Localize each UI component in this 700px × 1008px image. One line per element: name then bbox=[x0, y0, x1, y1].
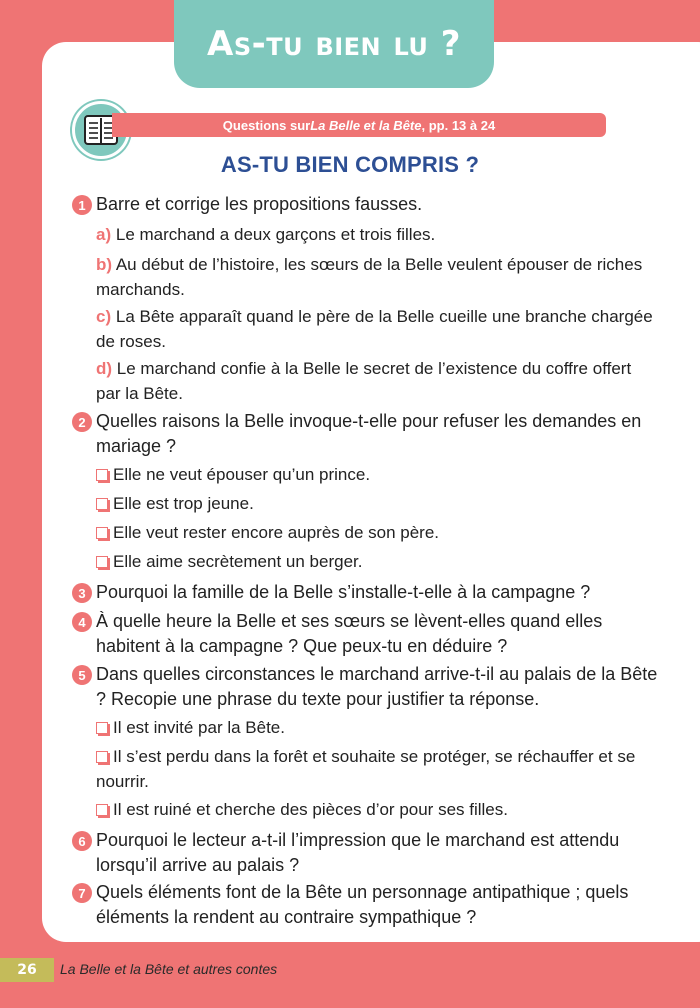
question-text: Dans quelles circonstances le marchand arrive-t-il au palais de la Bête ? Recopie une phrase du texte pour justifier ta réponse. bbox=[96, 664, 658, 709]
banner-prefix: Questions sur bbox=[222, 117, 311, 133]
question-number: 4 bbox=[72, 612, 92, 632]
statement-letter: a) bbox=[96, 225, 112, 244]
statement-text: Le marchand confie à la Belle le secret de l’existence du coffre offert par la Bête. bbox=[96, 359, 632, 403]
statement-letter: b) bbox=[96, 255, 113, 274]
page-title: As-tu bien lu ? bbox=[174, 0, 494, 88]
statement-b bbox=[96, 252, 656, 302]
statement-a bbox=[96, 222, 656, 247]
option-checkbox[interactable] bbox=[96, 797, 656, 822]
checkbox-icon[interactable] bbox=[96, 751, 108, 763]
checkbox-icon[interactable] bbox=[96, 527, 108, 539]
option-text: Il est invité par la Bête. bbox=[113, 718, 285, 737]
question-text: Pourquoi la famille de la Belle s’installe-t-elle à la campagne ? bbox=[96, 582, 591, 602]
option-text: Il est ruiné et cherche des pièces d’or pour ses filles. bbox=[113, 800, 508, 819]
option-text: Elle est trop jeune. bbox=[113, 494, 254, 513]
checkbox-icon[interactable] bbox=[96, 469, 108, 481]
checkbox-icon[interactable] bbox=[96, 498, 108, 510]
footer-book-title: La Belle et la Bête et autres contes bbox=[60, 961, 278, 977]
question-number: 1 bbox=[72, 195, 92, 215]
question-2 bbox=[72, 409, 662, 459]
question-number: 2 bbox=[72, 412, 92, 432]
statement-text: La Bête apparaît quand le père de la Belle cueille une branche chargée de roses. bbox=[96, 307, 653, 351]
question-6 bbox=[72, 828, 662, 878]
page-number: 26 bbox=[0, 958, 54, 982]
statement-letter: c) bbox=[96, 307, 112, 326]
question-text: À quelle heure la Belle et ses sœurs se lèvent-elles quand elles habitent à la campagne ? Que peux-tu en déduire ? bbox=[96, 611, 603, 656]
checkbox-icon[interactable] bbox=[96, 804, 108, 816]
option-checkbox[interactable] bbox=[96, 520, 656, 545]
question-text: Pourquoi le lecteur a-t-il l’impression que le marchand est attendu lorsqu’il arrive au palais ? bbox=[96, 830, 620, 875]
statement-c bbox=[96, 304, 656, 354]
section-subtitle: AS-TU BIEN COMPRIS ? bbox=[220, 152, 480, 177]
statement-text: Au début de l’histoire, les sœurs de la Belle veulent épouser de riches marchands. bbox=[96, 255, 643, 299]
question-4 bbox=[72, 609, 662, 659]
option-text: Elle aime secrètement un berger. bbox=[113, 552, 363, 571]
question-text: Barre et corrige les propositions fausses. bbox=[96, 194, 423, 214]
banner-book-title: La Belle et la Bête bbox=[310, 117, 422, 133]
banner-suffix: , pp. 13 à 24 bbox=[421, 117, 496, 133]
question-number: 3 bbox=[72, 583, 92, 603]
option-checkbox[interactable] bbox=[96, 549, 656, 574]
option-text: Elle ne veut épouser qu’un prince. bbox=[113, 465, 371, 484]
question-number: 7 bbox=[72, 883, 92, 903]
option-text: Il s’est perdu dans la forêt et souhaite se protéger, se réchauffer et se nourrir. bbox=[96, 747, 636, 791]
option-checkbox[interactable] bbox=[96, 744, 656, 794]
question-number: 6 bbox=[72, 831, 92, 851]
checkbox-icon[interactable] bbox=[96, 722, 108, 734]
question-text: Quels éléments font de la Bête un personnage antipathique ; quels éléments la rendent au contraire sympathique ? bbox=[96, 882, 629, 927]
section-banner bbox=[112, 113, 606, 137]
checkbox-icon[interactable] bbox=[96, 556, 108, 568]
question-5 bbox=[72, 662, 662, 712]
question-number: 5 bbox=[72, 665, 92, 685]
question-1 bbox=[72, 192, 662, 217]
question-7 bbox=[72, 880, 662, 930]
option-checkbox[interactable] bbox=[96, 462, 656, 487]
page-footer bbox=[0, 958, 700, 982]
question-3 bbox=[72, 580, 662, 605]
question-text: Quelles raisons la Belle invoque-t-elle pour refuser les demandes en mariage ? bbox=[96, 411, 642, 456]
statement-d bbox=[96, 356, 656, 406]
statement-letter: d) bbox=[96, 359, 113, 378]
option-checkbox[interactable] bbox=[96, 491, 656, 516]
statement-text: Le marchand a deux garçons et trois filles. bbox=[115, 225, 436, 244]
option-text: Elle veut rester encore auprès de son père. bbox=[113, 523, 440, 542]
option-checkbox[interactable] bbox=[96, 715, 656, 740]
